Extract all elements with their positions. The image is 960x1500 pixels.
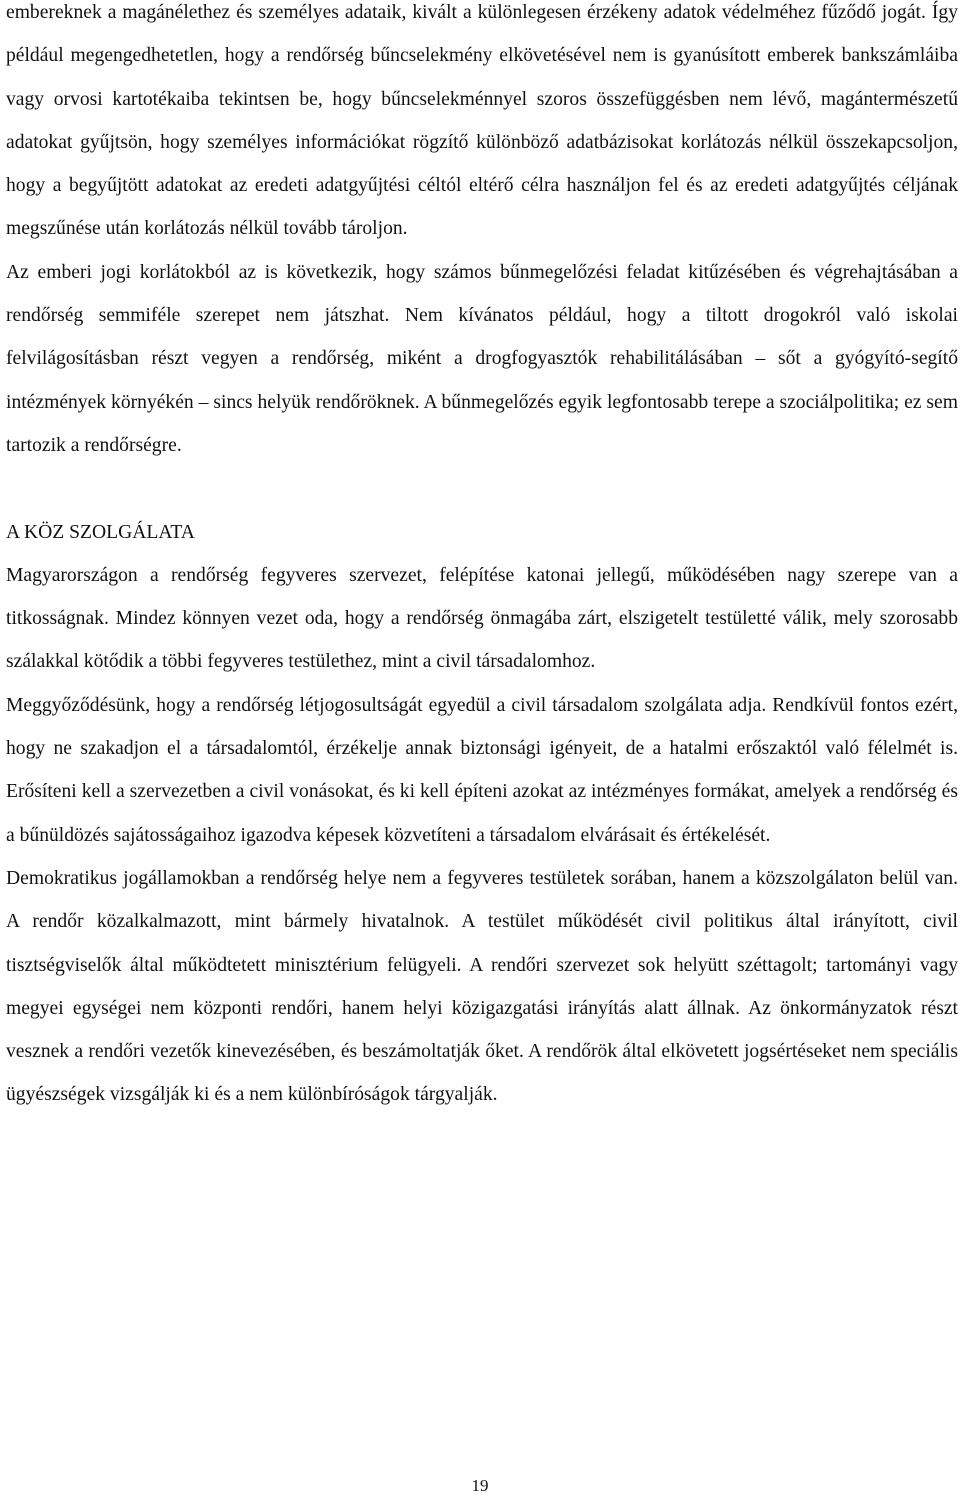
paragraph-civil-service: Meggyőződésünk, hogy a rendőrség létjogosultságát egyedül a civil társadalom szolgálata adja. Rendkívül fontos ezért, hogy ne szakadjon el a társadalomtól, érzékelje annak biztonsági igényeit, de a hatalmi erőszaktól való félelmét is. Erősíteni kell a szervezetben a civil vonásokat, és ki kell építeni azokat az intézményes formákat, amelyek a rendőrség és a bűnüldözés sajátosságaihoz igazodva képesek közvetíteni a társadalom elvárásait és értékelését. (6, 694, 958, 846)
paragraph-privacy: embereknek a magánélethez és személyes adataik, kivált a különlegesen érzékeny adatok védelméhez fűződő jogát. Így például megengedhetetlen, hogy a rendőrség bűncselekmény elkövetésével nem is gyanúsított emberek bankszámláiba vagy orvosi kartotékaiba tekintsen be, hogy bűncselekménnyel szoros összefüggésben nem lévő, magántermészetű adatokat gyűjtsön, hogy személyes információkat rögzítő különböző adatbázisokat korlátozás nélkül összekapcsoljon, hogy a begyűjtött adatokat az eredeti adatgyűjtési céltól eltérő célra használjon fel és az eredeti adatgyűjtés céljának megszűnése után korlátozás nélkül tovább tároljon. (6, 2, 958, 240)
document-page (6, 0, 958, 1117)
paragraph-human-rights-limits: Az emberi jogi korlátokból az is következik, hogy számos bűnmegelőzési feladat kitűzésében és végrehajtásában a rendőrség semmiféle szerepet nem játszhat. Nem kívánatos például, hogy a tiltott drogokról való iskolai felvilágosításban részt vegyen a rendőrség, miként a drogfogyasztók rehabilitálásában – sőt a gyógyító-segítő intézmények környékén – sincs helyük rendőröknek. A bűnmegelőzés egyik legfontosabb terepe a szociálpolitika; ez sem tartozik a rendőrségre. (6, 261, 958, 456)
paragraph-democratic-states: Demokratikus jogállamokban a rendőrség helye nem a fegyveres testületek sorában, hanem a közszolgálaton belül van. A rendőr közalkalmazott, mint bármely hivatalnok. A testület működését civil politikus által irányított, civil tisztségviselők által működtetett minisztérium felügyeli. A rendőri szervezet sok helyütt széttagolt; tartományi vagy megyei egységei nem központi rendőri, hanem helyi közigazgatási irányítás alatt állnak. Az önkormányzatok részt vesznek a rendőri vezetők kinevezésében, és beszámoltatják őket. A rendőrök által elkövetett jogsértéseket nem speciális ügyészségek vizsgálják ki és a nem különbíróságok tárgyalják. (6, 867, 958, 1106)
section-heading: A KÖZ SZOLGÁLATA (6, 521, 195, 543)
paragraph-hungary-police: Magyarországon a rendőrség fegyveres szervezet, felépítése katonai jellegű, működésében nagy szerepe van a titkosságnak. Mindez könnyen vezet oda, hogy a rendőrség önmagába zárt, elszigetelt testületté válik, mely szorosabb szálakkal kötődik a többi fegyveres testülethez, mint a civil társadalomhoz. (6, 564, 958, 673)
page-number: 19 (471, 1476, 489, 1495)
